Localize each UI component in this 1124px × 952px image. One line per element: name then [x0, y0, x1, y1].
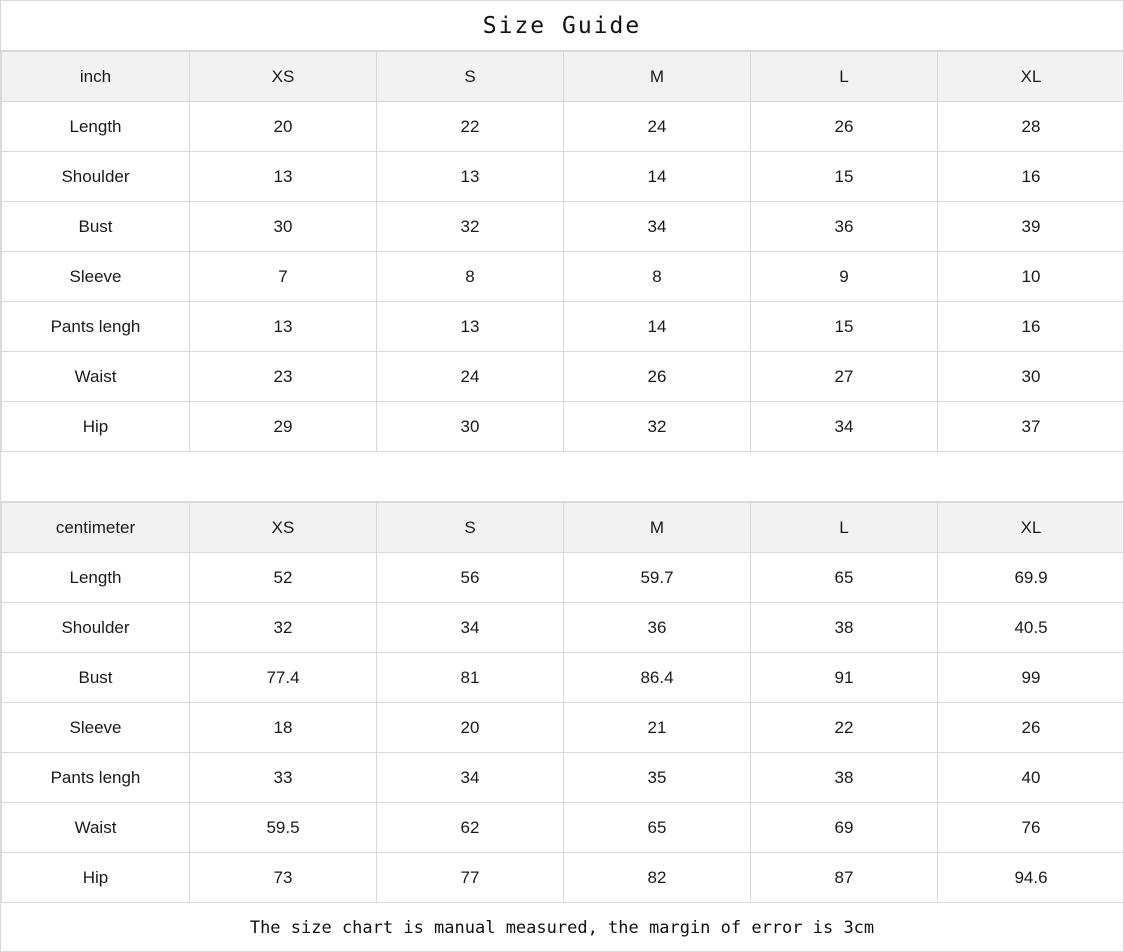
table-cell: 73: [190, 853, 377, 903]
table-cell: 62: [377, 803, 564, 853]
table-cell: 28: [938, 102, 1124, 152]
row-label: Bust: [2, 202, 190, 252]
table-cell: 7: [190, 252, 377, 302]
size-header-s: S: [377, 52, 564, 102]
size-header-s: S: [377, 503, 564, 553]
table-cell: 34: [564, 202, 751, 252]
page-title: Size Guide: [1, 1, 1123, 51]
size-header-xs: XS: [190, 503, 377, 553]
table-row: [2, 703, 1124, 753]
table-cell: 16: [938, 152, 1124, 202]
row-label: Length: [2, 553, 190, 603]
table-cell: 13: [377, 302, 564, 352]
table-cell: 52: [190, 553, 377, 603]
size-header-xl: XL: [938, 503, 1124, 553]
table-cell: 34: [751, 402, 938, 452]
table-cell: 34: [377, 603, 564, 653]
table-cell: 29: [190, 402, 377, 452]
table-cell: 13: [190, 302, 377, 352]
table-cell: 14: [564, 152, 751, 202]
size-table-centimeter: [1, 502, 1124, 903]
table-cell: 86.4: [564, 653, 751, 703]
table-body-centimeter: [2, 553, 1124, 903]
table-row: [2, 152, 1124, 202]
size-header-l: L: [751, 52, 938, 102]
row-label: Sleeve: [2, 252, 190, 302]
table-cell: 69.9: [938, 553, 1124, 603]
row-label: Length: [2, 102, 190, 152]
size-header-l: L: [751, 503, 938, 553]
table-cell: 16: [938, 302, 1124, 352]
table-cell: 23: [190, 352, 377, 402]
row-label: Waist: [2, 352, 190, 402]
size-header-m: M: [564, 52, 751, 102]
table-row: [2, 653, 1124, 703]
table-cell: 13: [377, 152, 564, 202]
table-header-row: [2, 503, 1124, 553]
table-cell: 39: [938, 202, 1124, 252]
table-cell: 20: [377, 703, 564, 753]
table-row: [2, 102, 1124, 152]
table-cell: 21: [564, 703, 751, 753]
size-table-inch: [1, 51, 1124, 452]
measurement-note: The size chart is manual measured, the margin of error is 3cm: [1, 903, 1123, 952]
table-cell: 15: [751, 152, 938, 202]
table-cell: 30: [938, 352, 1124, 402]
size-header-m: M: [564, 503, 751, 553]
table-cell: 69: [751, 803, 938, 853]
row-label: Shoulder: [2, 152, 190, 202]
table-cell: 38: [751, 753, 938, 803]
table-cell: 18: [190, 703, 377, 753]
table-cell: 40.5: [938, 603, 1124, 653]
table-cell: 22: [377, 102, 564, 152]
row-label: Pants lengh: [2, 753, 190, 803]
table-cell: 65: [564, 803, 751, 853]
table-cell: 24: [377, 352, 564, 402]
table-cell: 94.6: [938, 853, 1124, 903]
table-cell: 8: [377, 252, 564, 302]
table-cell: 14: [564, 302, 751, 352]
table-body-inch: [2, 102, 1124, 452]
row-label: Shoulder: [2, 603, 190, 653]
table-cell: 65: [751, 553, 938, 603]
table-cell: 32: [377, 202, 564, 252]
table-cell: 36: [564, 603, 751, 653]
table-cell: 24: [564, 102, 751, 152]
table-cell: 8: [564, 252, 751, 302]
table-header-inch: [2, 52, 1124, 102]
table-cell: 35: [564, 753, 751, 803]
row-label: Hip: [2, 402, 190, 452]
table-cell: 99: [938, 653, 1124, 703]
row-label: Bust: [2, 653, 190, 703]
table-cell: 26: [938, 703, 1124, 753]
table-cell: 26: [751, 102, 938, 152]
table-cell: 33: [190, 753, 377, 803]
table-header-centimeter: [2, 503, 1124, 553]
table-cell: 56: [377, 553, 564, 603]
table-row: [2, 352, 1124, 402]
table-cell: 77: [377, 853, 564, 903]
table-row: [2, 252, 1124, 302]
table-cell: 13: [190, 152, 377, 202]
table-cell: 87: [751, 853, 938, 903]
table-cell: 30: [377, 402, 564, 452]
table-cell: 32: [564, 402, 751, 452]
table-row: [2, 603, 1124, 653]
table-cell: 32: [190, 603, 377, 653]
table-cell: 59.5: [190, 803, 377, 853]
table-cell: 76: [938, 803, 1124, 853]
row-label: Sleeve: [2, 703, 190, 753]
table-cell: 34: [377, 753, 564, 803]
table-cell: 38: [751, 603, 938, 653]
table-cell: 81: [377, 653, 564, 703]
table-cell: 82: [564, 853, 751, 903]
table-cell: 10: [938, 252, 1124, 302]
unit-header-inch: inch: [2, 52, 190, 102]
table-cell: 40: [938, 753, 1124, 803]
table-separator: [1, 452, 1123, 502]
row-label: Waist: [2, 803, 190, 853]
unit-header-centimeter: centimeter: [2, 503, 190, 553]
table-cell: 9: [751, 252, 938, 302]
table-cell: 20: [190, 102, 377, 152]
table-cell: 37: [938, 402, 1124, 452]
table-cell: 26: [564, 352, 751, 402]
table-row: [2, 753, 1124, 803]
table-cell: 15: [751, 302, 938, 352]
row-label: Pants lengh: [2, 302, 190, 352]
table-header-row: [2, 52, 1124, 102]
table-row: [2, 202, 1124, 252]
table-cell: 30: [190, 202, 377, 252]
table-row: [2, 302, 1124, 352]
table-cell: 77.4: [190, 653, 377, 703]
table-cell: 22: [751, 703, 938, 753]
size-header-xs: XS: [190, 52, 377, 102]
table-row: [2, 402, 1124, 452]
table-row: [2, 553, 1124, 603]
table-cell: 27: [751, 352, 938, 402]
size-header-xl: XL: [938, 52, 1124, 102]
table-row: [2, 853, 1124, 903]
table-row: [2, 803, 1124, 853]
table-cell: 91: [751, 653, 938, 703]
table-cell: 59.7: [564, 553, 751, 603]
row-label: Hip: [2, 853, 190, 903]
table-cell: 36: [751, 202, 938, 252]
